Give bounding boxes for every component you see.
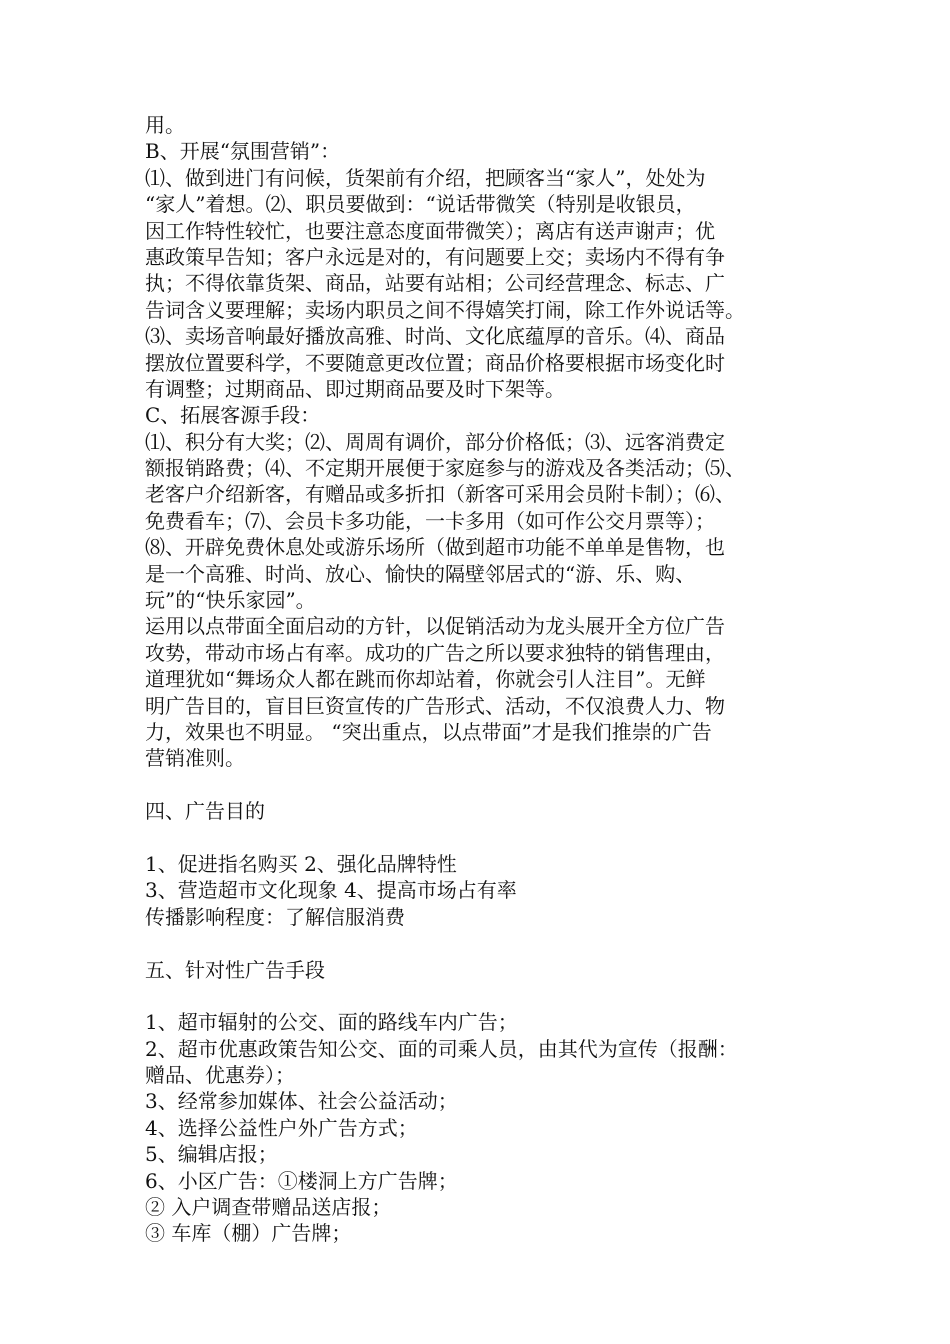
list-item: ② 入户调查带赠品送店报； [145,1195,392,1220]
list-item: 1、促进指名购买 2、强化品牌特性 [145,851,457,876]
list-item: 3、营造超市文化现象 4、提高市场占有率 [145,878,517,903]
text-line: 免费看车；⑺、会员卡多功能，一卡多用（如可作公交月票等）； [145,508,715,533]
section-heading-c: C、拓展客源手段： [145,403,321,428]
text-line: “家人”着想。⑵、职员要做到：“说话带微笑（特别是收银员， [145,192,696,217]
text-line: 明广告目的，盲目巨资宣传的广告形式、活动，不仅浪费人力、物 [145,693,725,718]
text-line: 道理犹如“舞场众人都在跳而你却站着，你就会引人注目”。无鲜 [145,667,706,692]
text-line: 执；不得依靠货架、商品，站要有站相；公司经营理念、标志、广 [145,271,725,296]
text-line: 有调整；过期商品、即过期商品要及时下架等。 [145,376,565,401]
text-line: 营销准则。 [145,746,245,771]
list-item: 3、经常参加媒体、社会公益活动； [145,1089,458,1114]
text-line: 攻势，带动市场占有率。成功的广告之所以要求独特的销售理由， [145,640,725,665]
list-item: 5、编辑店报； [145,1142,278,1167]
text-line: 运用以点带面全面启动的方针，以促销活动为龙头展开全方位广告 [145,614,725,639]
text-line: 摆放位置要科学，不要随意更改位置；商品价格要根据市场变化时 [145,350,725,375]
list-item: 6、小区广告：①楼洞上方广告牌； [145,1168,458,1193]
blank-line [145,983,810,1009]
text-line: 用。 [145,113,185,137]
text-line: 惠政策早告知；客户永远是对的，有问题要上交；卖场内不得有争 [145,244,725,269]
list-item: 4、选择公益性户外广告方式； [145,1115,418,1140]
section-heading-4: 四、广告目的 [145,799,265,824]
text-line: 力，效果也不明显。 “突出重点，以点带面”才是我们推崇的广告 [145,719,712,744]
text-line: ⑶、卖场音响最好播放高雅、时尚、文化底蕴厚的音乐。⑷、商品 [145,324,725,349]
list-item: ③ 车库（棚）广告牌； [145,1221,352,1246]
text-line: ⑴、积分有大奖；⑵、周周有调价，部分价格低；⑶、远客消费定 [145,429,725,454]
list-item: 2、超市优惠政策告知公交、面的司乘人员，由其代为宣传（报酬： [145,1036,738,1061]
text-line: ⑻、开辟免费休息处或游乐场所（做到超市功能不单单是售物，也 [145,535,725,560]
text-line: 传播影响程度：了解信服消费 [145,904,405,929]
text-line: 是一个高雅、时尚、放心、愉快的隔壁邻居式的“游、乐、购、 [145,561,696,586]
text-line: 额报销路费；⑷、不定期开展便于家庭参与的游戏及各类活动；⑸、 [145,456,745,481]
document-page [145,112,810,1247]
text-line: ⑴、做到进门有问候，货架前有介绍，把顾客当“家人”，处处为 [145,165,706,190]
blank-line [145,825,810,851]
blank-line [145,772,810,798]
list-item: 赠品、优惠券）； [145,1063,295,1088]
text-line: 玩”的“快乐家园”。 [145,588,316,613]
text-line: 告词含义要理解；卖场内职员之间不得嬉笑打闹，除工作外说话等。 [145,297,745,322]
text-line: 老客户介绍新客，有赠品或多折扣（新客可采用会员附卡制）；⑹、 [145,482,735,507]
section-heading-5: 五、针对性广告手段 [145,957,325,982]
text-line: 因工作特性较忙，也要注意态度面带微笑）；离店有送声谢声；优 [145,218,715,243]
section-heading-b: B、开展“氛围营销”： [145,139,341,164]
blank-line [145,930,810,956]
list-item: 1、超市辐射的公交、面的路线车内广告； [145,1010,518,1035]
